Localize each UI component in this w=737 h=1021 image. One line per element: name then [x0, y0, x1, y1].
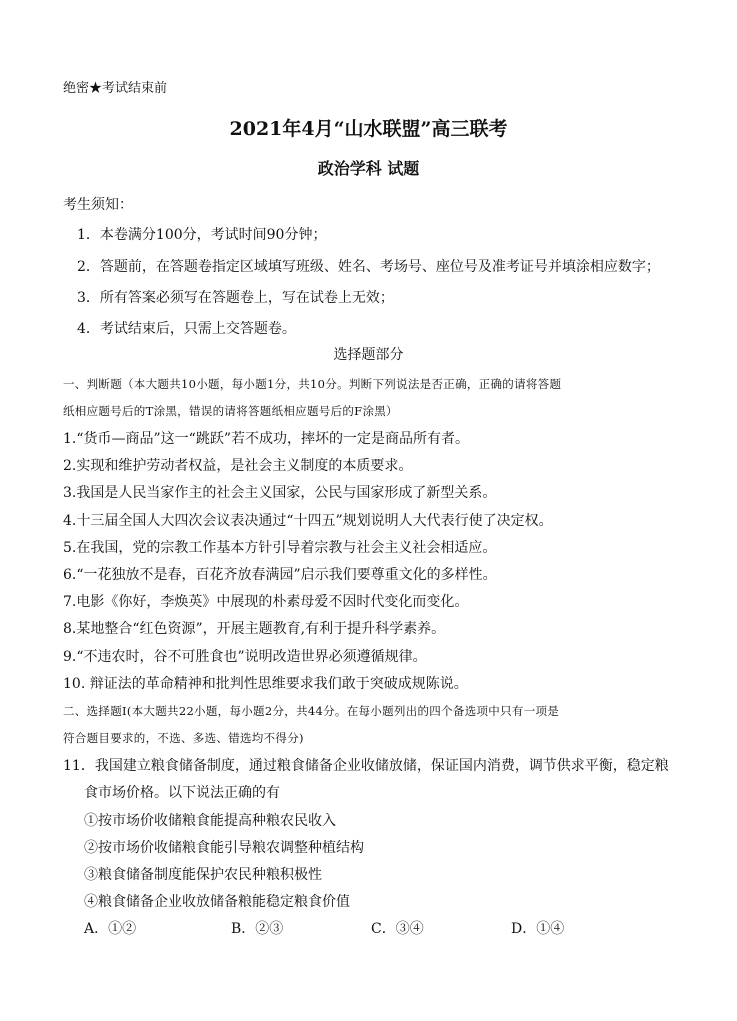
question-stem: 11．我国建立粮食储备制度，通过粮食储备企业收储放储，保证国内消费，调节供求平衡，稳定粮 [63, 758, 669, 774]
subject-title: 政治学科 试题 [317, 159, 420, 178]
part1-instruction: 一、判断题（本大题共10小题，每小题1分，共10分。判断下列说法是否正确，正确的请将答题 [63, 377, 562, 391]
part2-instruction: 二、选择题Ⅰ(本大题共22小题，每小题2分，共44分。在每小题列出的四个备选项中只有一项是 [63, 704, 560, 718]
part1-instruction-cont: 纸相应题号后的T涂黑，错误的请将答题纸相应题号后的F涂黑） [63, 404, 398, 418]
answer-option-a: A．①② [84, 921, 137, 937]
judgment-question: 6.“一花独放不是春，百花齐放春满园”启示我们要尊重文化的多样性。 [63, 567, 497, 583]
answer-option-c: C．③④ [371, 921, 424, 937]
part2-instruction-cont: 符合题目要求的，不选、多选、错选均不得分) [63, 731, 304, 745]
question-stem-cont: 食市场价格。以下说法正确的有 [84, 785, 280, 801]
statement-item: ①按市场价收储粮食能提高种粮农民收入 [84, 813, 336, 829]
judgment-question: 9.“不违农时，谷不可胜食也”说明改造世界必须遵循规律。 [63, 649, 427, 665]
notice-item: 1．本卷满分100分，考试时间90分钟； [77, 227, 327, 243]
notice-item: 4．考试结束后，只需上交答题卷。 [77, 321, 296, 337]
judgment-question: 2.实现和维护劳动者权益，是社会主义制度的本质要求。 [63, 458, 413, 474]
notice-item: 3．所有答案必须写在答题卷上，写在试卷上无效； [77, 290, 394, 306]
confidential-label: 绝密★考试结束前 [63, 81, 168, 96]
section-heading: 选择题部分 [333, 347, 404, 363]
page-title: 2021年4月“山水联盟”高三联考 [229, 118, 508, 140]
judgment-question: 5.在我国，党的宗教工作基本方针引导着宗教与社会主义社会相适应。 [63, 540, 497, 556]
judgment-question: 4.十三届全国人大四次会议表决通过“十四五”规划说明人大代表行使了决定权。 [63, 513, 553, 529]
judgment-question: 8.某地整合“红色资源”，开展主题教育,有利于提升科学素养。 [63, 621, 446, 637]
notice-item: 2．答题前，在答题卷指定区域填写班级、姓名、考场号、座位号及准考证号并填涂相应数字； [77, 259, 660, 275]
statement-item: ②按市场价收储粮食能引导粮农调整种植结构 [84, 840, 364, 856]
notice-heading: 考生须知： [63, 197, 133, 213]
judgment-question: 3.我国是人民当家作主的社会主义国家，公民与国家形成了新型关系。 [63, 485, 497, 501]
judgment-question: 1.“货币—商品”这一“跳跃”若不成功，摔坏的一定是商品所有者。 [63, 431, 469, 447]
judgment-question: 10. 辩证法的革命精神和批判性思维要求我们敢于突破成规陈说。 [63, 676, 468, 692]
answer-option-d: D．①④ [511, 921, 565, 937]
statement-item: ③粮食储备制度能保护农民种粮积极性 [84, 867, 322, 883]
statement-item: ④粮食储备企业收放储备粮能稳定粮食价值 [84, 894, 350, 910]
judgment-question: 7.电影《你好，李焕英》中展现的朴素母爱不因时代变化而变化。 [63, 594, 469, 610]
answer-option-b: B．②③ [231, 921, 284, 937]
